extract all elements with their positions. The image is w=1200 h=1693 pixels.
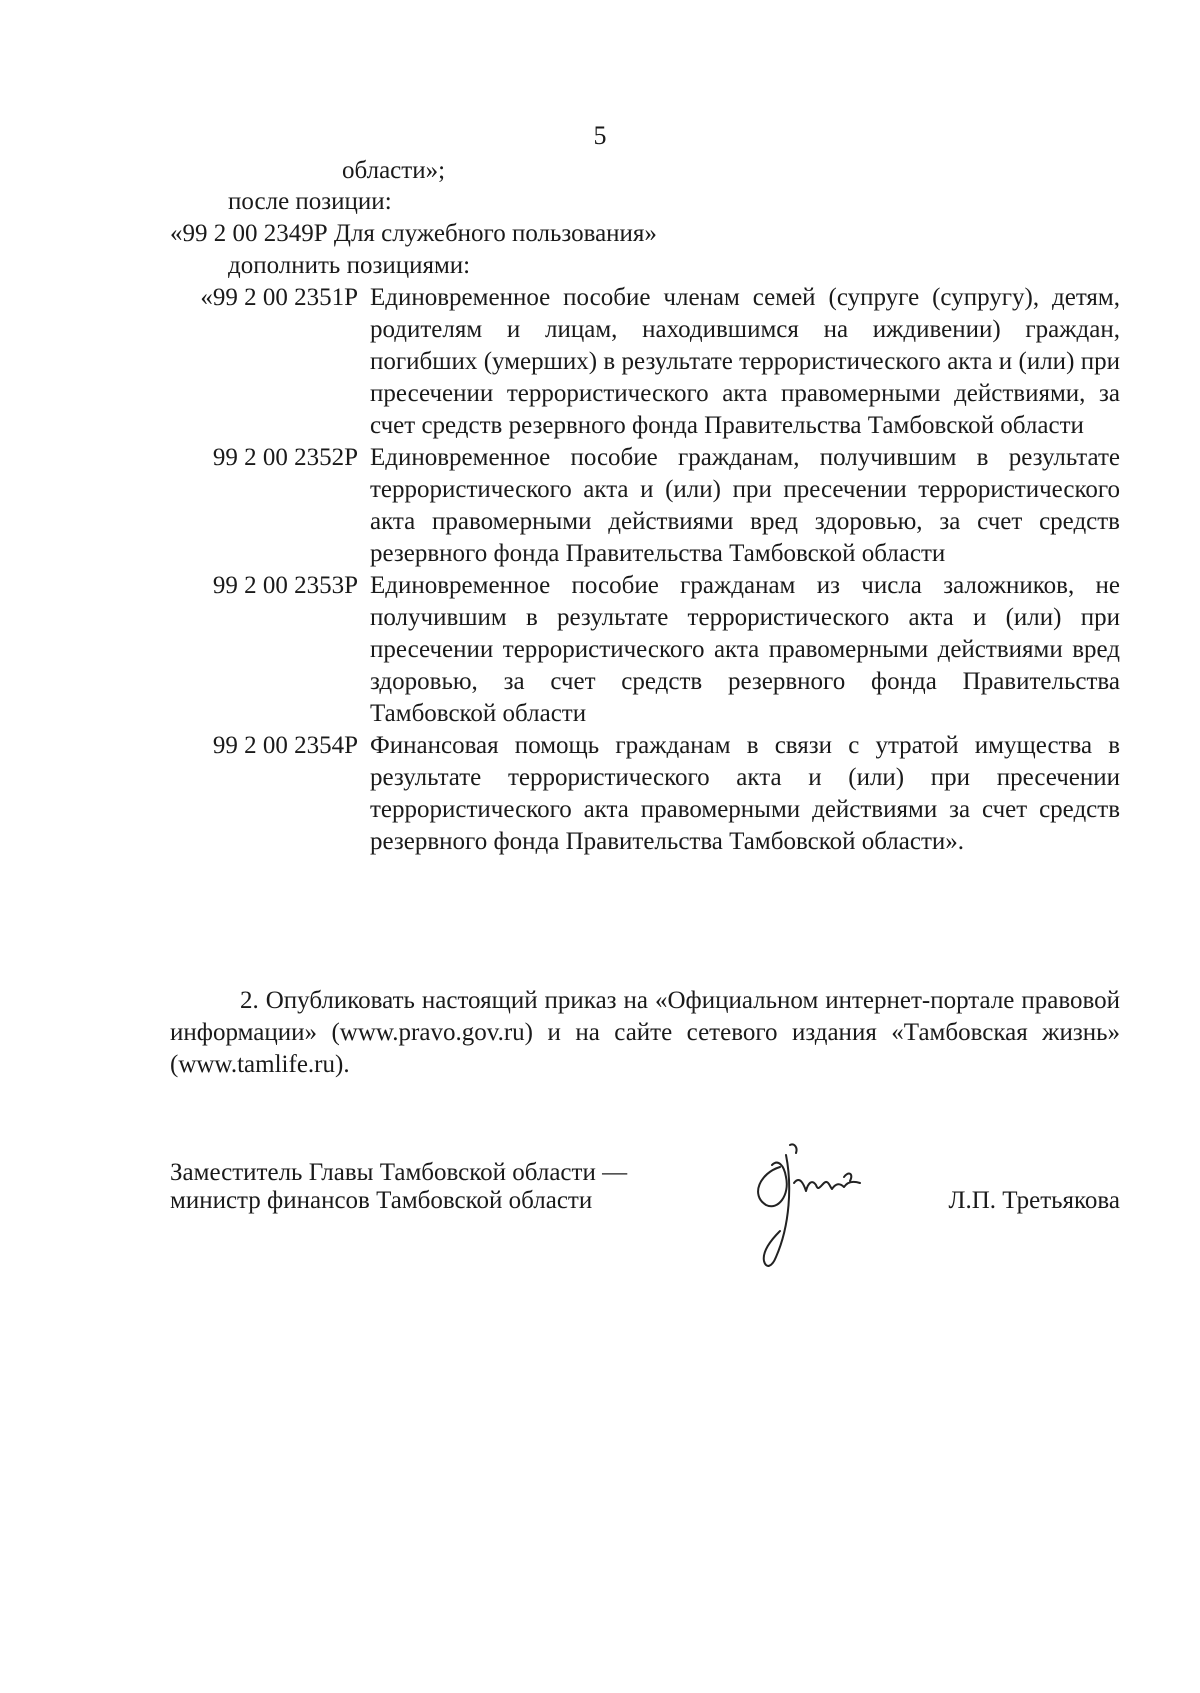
after-position-label: после позиции:: [228, 188, 392, 215]
budget-code: «99 2 00 2351Р: [200, 284, 358, 311]
signatory-title-line-2: министр финансов Тамбовской области: [170, 1187, 593, 1214]
budget-code-description: Единовременное пособие гражданам из числа заложников, не получившим в результате террористического акта и (или) при пресечении террористического акта правомерными действиями вред здоровью, за счет средств резервного фонда Правительства Тамбовской области: [370, 572, 1120, 727]
budget-code: 99 2 00 2353Р: [212, 572, 358, 599]
signatory-title: [170, 1159, 627, 1215]
position-reference: «99 2 00 2349Р Для служебного пользования»: [170, 220, 657, 247]
signatory-name: Л.П. Третьякова: [948, 1187, 1120, 1214]
page-number: 5: [593, 121, 607, 150]
previous-entry-tail: области»;: [342, 157, 446, 184]
budget-code-description: Финансовая помощь гражданам в связи с утратой имущества в результате террористического акта и (или) при пресечении террористического акта правомерными действиями за счет средств резервного фонда Правительства Тамбовской области».: [370, 732, 1120, 855]
budget-code: 99 2 00 2354Р: [212, 732, 358, 759]
budget-code-list: [170, 282, 1120, 858]
budget-code-description: Единовременное пособие гражданам, получившим в результате террористического акта и (или) при пресечении террористического акта правомерными действиями вред здоровью, за счет средств резервного фонда Правительства Тамбовской области: [370, 444, 1120, 567]
list-item: [170, 730, 1120, 858]
handwritten-signature: [732, 1125, 882, 1275]
budget-code-description: Единовременное пособие членам семей (супруге (супругу), детям, родителям и лицам, находившимся на иждивении) граждан, погибших (умерших) в результате террористического акта и (или) при пресечении террористического акта правомерными действиями, за счет средств резервного фонда Правительства Тамбовской области: [370, 284, 1120, 439]
signatory-title-line-1: Заместитель Главы Тамбовской области —: [170, 1159, 628, 1186]
publication-paragraph: 2. Опубликовать настоящий приказ на «Официальном интернет-портале правовой информации» (www.pravo.gov.ru) и на сайте сетевого издания «Тамбовская жизнь» (www.tamlife.ru).: [170, 987, 1120, 1078]
list-item: [170, 442, 1120, 570]
list-item: [170, 570, 1120, 730]
budget-code: 99 2 00 2352Р: [212, 444, 358, 471]
list-item: [170, 282, 1120, 442]
add-positions-label: дополнить позициями:: [228, 252, 471, 279]
